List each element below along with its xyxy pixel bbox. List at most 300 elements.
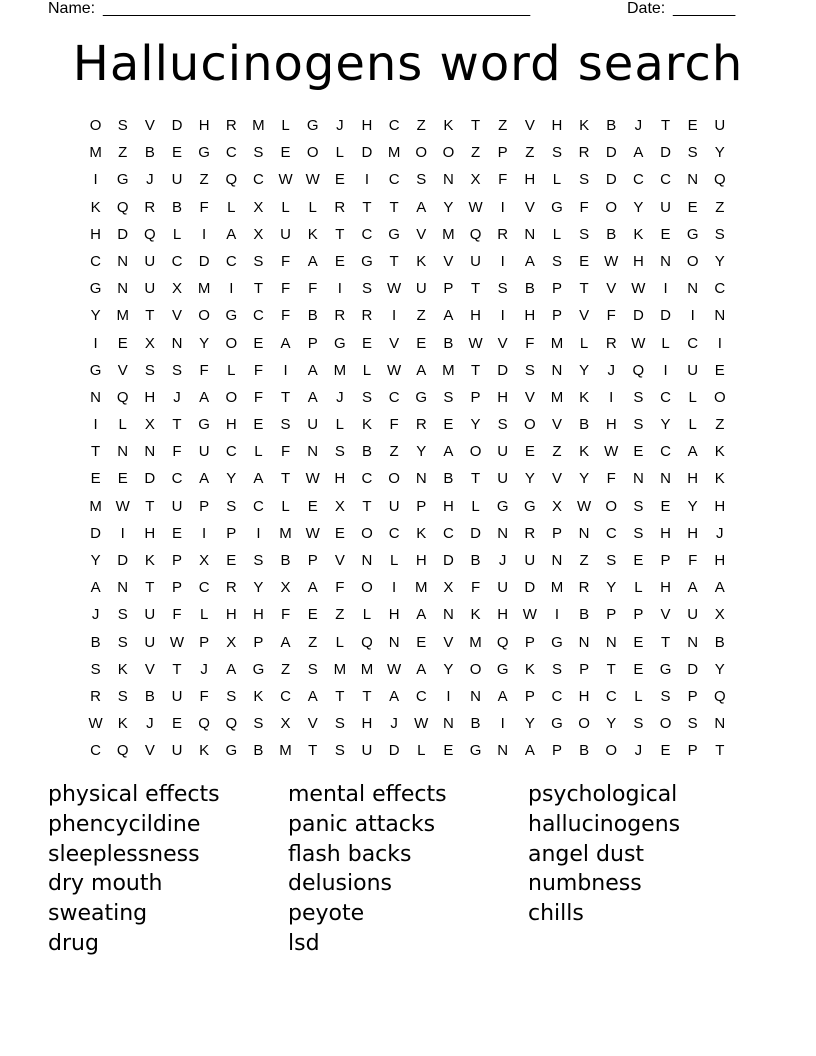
- grid-letter[interactable]: N: [117, 443, 129, 461]
- grid-letter[interactable]: Q: [116, 742, 129, 760]
- grid-letter[interactable]: N: [687, 280, 699, 298]
- grid-letter[interactable]: K: [90, 198, 101, 216]
- grid-letter[interactable]: I: [690, 307, 695, 325]
- grid-letter[interactable]: D: [198, 252, 210, 270]
- grid-letter[interactable]: R: [225, 579, 237, 597]
- grid-letter[interactable]: B: [606, 117, 617, 134]
- grid-letter[interactable]: S: [687, 144, 698, 162]
- grid-letter[interactable]: C: [388, 117, 400, 134]
- grid-letter[interactable]: C: [388, 524, 400, 542]
- grid-letter[interactable]: N: [714, 307, 726, 325]
- grid-letter[interactable]: A: [280, 334, 291, 352]
- grid-letter[interactable]: I: [663, 361, 668, 379]
- grid-letter[interactable]: I: [554, 606, 560, 624]
- grid-letter[interactable]: A: [253, 470, 264, 488]
- grid-letter[interactable]: Z: [335, 606, 345, 624]
- grid-letter[interactable]: D: [660, 144, 671, 162]
- grid-letter[interactable]: Z: [308, 633, 318, 651]
- grid-letter[interactable]: W: [278, 171, 293, 189]
- grid-letter[interactable]: U: [714, 117, 726, 134]
- grid-letter[interactable]: D: [171, 117, 183, 134]
- grid-letter[interactable]: X: [334, 497, 345, 515]
- grid-letter[interactable]: F: [253, 361, 263, 379]
- grid-letter[interactable]: F: [688, 552, 698, 569]
- grid-letter[interactable]: R: [225, 117, 237, 134]
- grid-letter[interactable]: R: [578, 144, 590, 162]
- grid-letter[interactable]: K: [470, 606, 481, 624]
- grid-letter[interactable]: O: [605, 742, 618, 760]
- grid-letter[interactable]: E: [171, 144, 182, 162]
- grid-letter[interactable]: H: [497, 606, 509, 624]
- grid-letter[interactable]: C: [632, 171, 644, 189]
- grid-letter[interactable]: E: [253, 416, 264, 434]
- grid-letter[interactable]: W: [631, 280, 646, 298]
- grid-letter[interactable]: T: [335, 225, 345, 243]
- grid-letter[interactable]: D: [605, 171, 617, 189]
- grid-letter[interactable]: S: [144, 361, 155, 379]
- grid-letter[interactable]: Y: [579, 470, 590, 488]
- grid-letter[interactable]: B: [144, 144, 155, 162]
- grid-letter[interactable]: A: [416, 606, 427, 624]
- grid-letter[interactable]: Z: [280, 660, 291, 678]
- grid-letter[interactable]: P: [551, 524, 562, 542]
- grid-letter[interactable]: M: [333, 660, 347, 678]
- grid-letter[interactable]: R: [415, 416, 427, 434]
- grid-letter[interactable]: A: [389, 687, 400, 705]
- grid-letter[interactable]: E: [660, 497, 671, 515]
- grid-letter[interactable]: Y: [443, 660, 454, 678]
- grid-letter[interactable]: F: [199, 361, 209, 379]
- grid-letter[interactable]: G: [334, 334, 346, 352]
- grid-letter[interactable]: U: [307, 416, 319, 434]
- grid-letter[interactable]: K: [117, 715, 128, 733]
- grid-letter[interactable]: V: [524, 198, 535, 216]
- grid-letter[interactable]: L: [281, 198, 290, 216]
- grid-letter[interactable]: C: [90, 742, 101, 760]
- grid-letter[interactable]: V: [551, 416, 562, 434]
- grid-letter[interactable]: S: [633, 715, 644, 733]
- grid-letter[interactable]: F: [335, 579, 345, 597]
- grid-letter[interactable]: C: [252, 171, 264, 189]
- grid-letter[interactable]: P: [443, 280, 454, 298]
- grid-letter[interactable]: D: [388, 742, 400, 760]
- grid-letter[interactable]: L: [579, 334, 589, 352]
- grid-letter[interactable]: O: [361, 524, 373, 542]
- grid-letter[interactable]: B: [579, 416, 590, 434]
- grid-letter[interactable]: Y: [90, 552, 101, 569]
- grid-letter[interactable]: Q: [144, 225, 156, 243]
- grid-letter[interactable]: Q: [225, 715, 238, 733]
- grid-letter[interactable]: S: [416, 171, 427, 189]
- grid-letter[interactable]: L: [227, 361, 236, 379]
- grid-letter[interactable]: Y: [687, 497, 698, 515]
- grid-letter[interactable]: T: [470, 470, 481, 488]
- grid-letter[interactable]: T: [660, 633, 671, 651]
- grid-letter[interactable]: G: [306, 117, 319, 134]
- grid-letter[interactable]: E: [416, 334, 427, 352]
- grid-letter[interactable]: L: [661, 334, 670, 352]
- grid-letter[interactable]: I: [120, 524, 125, 542]
- grid-letter[interactable]: A: [524, 252, 535, 270]
- grid-letter[interactable]: M: [550, 334, 564, 352]
- grid-letter[interactable]: Q: [116, 388, 129, 406]
- grid-letter[interactable]: S: [443, 388, 454, 406]
- grid-letter[interactable]: E: [660, 225, 671, 243]
- grid-letter[interactable]: S: [687, 715, 698, 733]
- grid-letter[interactable]: H: [524, 171, 536, 189]
- grid-letter[interactable]: R: [497, 225, 509, 243]
- grid-letter[interactable]: V: [524, 388, 535, 406]
- grid-letter[interactable]: B: [443, 470, 454, 488]
- grid-letter[interactable]: T: [280, 388, 291, 406]
- grid-letter[interactable]: C: [198, 579, 210, 597]
- grid-letter[interactable]: F: [199, 687, 209, 705]
- grid-letter[interactable]: F: [280, 252, 291, 270]
- grid-letter[interactable]: Y: [524, 470, 535, 488]
- grid-letter[interactable]: C: [252, 307, 264, 325]
- grid-letter[interactable]: F: [172, 443, 182, 461]
- grid-letter[interactable]: P: [524, 687, 535, 705]
- grid-letter[interactable]: E: [687, 198, 698, 216]
- grid-letter[interactable]: Y: [714, 144, 725, 162]
- grid-letter[interactable]: C: [660, 171, 671, 189]
- grid-letter[interactable]: L: [362, 606, 372, 624]
- grid-letter[interactable]: T: [660, 117, 671, 134]
- grid-letter[interactable]: W: [604, 252, 619, 270]
- grid-letter[interactable]: D: [497, 361, 509, 379]
- grid-letter[interactable]: O: [469, 660, 482, 678]
- grid-letter[interactable]: I: [392, 579, 397, 597]
- grid-letter[interactable]: V: [524, 117, 535, 134]
- grid-letter[interactable]: K: [524, 660, 535, 678]
- grid-letter[interactable]: R: [334, 307, 346, 325]
- grid-letter[interactable]: Y: [443, 198, 454, 216]
- grid-letter[interactable]: F: [199, 198, 209, 216]
- grid-letter[interactable]: G: [551, 633, 563, 651]
- grid-letter[interactable]: S: [253, 144, 264, 162]
- grid-letter[interactable]: V: [144, 660, 155, 678]
- grid-letter[interactable]: U: [144, 252, 156, 270]
- grid-letter[interactable]: A: [633, 144, 644, 162]
- grid-letter[interactable]: N: [442, 715, 454, 733]
- grid-letter[interactable]: C: [361, 225, 373, 243]
- grid-letter[interactable]: Z: [470, 144, 481, 162]
- grid-letter[interactable]: T: [172, 416, 182, 434]
- grid-letter[interactable]: K: [579, 443, 590, 461]
- grid-letter[interactable]: S: [361, 280, 372, 298]
- grid-letter[interactable]: I: [93, 171, 98, 189]
- grid-letter[interactable]: V: [416, 225, 427, 243]
- grid-letter[interactable]: N: [551, 361, 563, 379]
- grid-letter[interactable]: C: [388, 171, 400, 189]
- grid-letter[interactable]: I: [717, 334, 722, 352]
- grid-letter[interactable]: S: [633, 416, 644, 434]
- grid-letter[interactable]: G: [198, 416, 210, 434]
- grid-letter[interactable]: O: [523, 416, 536, 434]
- grid-letter[interactable]: T: [470, 280, 481, 298]
- grid-letter[interactable]: X: [551, 497, 562, 515]
- grid-letter[interactable]: C: [388, 388, 400, 406]
- grid-letter[interactable]: B: [470, 552, 481, 569]
- grid-letter[interactable]: E: [117, 470, 128, 488]
- grid-letter[interactable]: T: [172, 660, 182, 678]
- grid-letter[interactable]: W: [305, 171, 320, 189]
- grid-letter[interactable]: Q: [496, 633, 509, 651]
- grid-letter[interactable]: H: [470, 307, 481, 325]
- grid-letter[interactable]: A: [497, 687, 508, 705]
- grid-letter[interactable]: M: [442, 361, 455, 379]
- grid-letter[interactable]: U: [497, 443, 509, 461]
- grid-letter[interactable]: K: [416, 524, 427, 542]
- grid-letter[interactable]: B: [280, 552, 291, 569]
- grid-letter[interactable]: D: [660, 307, 671, 325]
- grid-letter[interactable]: M: [442, 225, 455, 243]
- grid-letter[interactable]: C: [687, 334, 699, 352]
- grid-letter[interactable]: T: [715, 742, 725, 760]
- grid-letter[interactable]: P: [524, 633, 535, 651]
- grid-letter[interactable]: V: [117, 361, 128, 379]
- grid-letter[interactable]: V: [334, 552, 345, 569]
- grid-letter[interactable]: H: [497, 388, 509, 406]
- grid-letter[interactable]: D: [90, 524, 101, 542]
- grid-letter[interactable]: G: [551, 715, 563, 733]
- grid-letter[interactable]: O: [605, 198, 618, 216]
- grid-letter[interactable]: I: [500, 715, 505, 733]
- grid-letter[interactable]: V: [579, 307, 590, 325]
- grid-letter[interactable]: B: [606, 225, 617, 243]
- grid-letter[interactable]: Y: [416, 443, 427, 461]
- grid-letter[interactable]: M: [197, 280, 211, 298]
- grid-letter[interactable]: C: [361, 470, 373, 488]
- grid-letter[interactable]: S: [226, 497, 237, 515]
- grid-letter[interactable]: S: [226, 687, 237, 705]
- grid-letter[interactable]: U: [144, 633, 156, 651]
- grid-letter[interactable]: V: [606, 280, 617, 298]
- grid-letter[interactable]: O: [605, 497, 618, 515]
- grid-letter[interactable]: Y: [714, 660, 725, 678]
- grid-letter[interactable]: G: [89, 361, 102, 379]
- grid-letter[interactable]: V: [144, 117, 155, 134]
- grid-letter[interactable]: M: [116, 307, 129, 325]
- grid-letter[interactable]: O: [89, 117, 102, 134]
- grid-letter[interactable]: A: [416, 361, 427, 379]
- grid-letter[interactable]: R: [144, 198, 156, 216]
- grid-letter[interactable]: E: [307, 497, 318, 515]
- grid-letter[interactable]: Z: [416, 307, 426, 325]
- grid-letter[interactable]: L: [281, 497, 290, 515]
- grid-letter[interactable]: I: [202, 524, 207, 542]
- grid-letter[interactable]: Q: [361, 633, 373, 651]
- grid-letter[interactable]: H: [144, 524, 156, 542]
- grid-letter[interactable]: M: [279, 742, 292, 760]
- grid-letter[interactable]: C: [415, 687, 427, 705]
- grid-letter[interactable]: C: [225, 443, 237, 461]
- grid-letter[interactable]: P: [171, 552, 182, 569]
- grid-letter[interactable]: S: [551, 144, 562, 162]
- grid-letter[interactable]: X: [199, 552, 210, 569]
- grid-letter[interactable]: D: [361, 144, 373, 162]
- grid-letter[interactable]: X: [144, 334, 155, 352]
- grid-letter[interactable]: B: [714, 633, 725, 651]
- grid-letter[interactable]: W: [387, 361, 402, 379]
- grid-letter[interactable]: V: [171, 307, 182, 325]
- grid-letter[interactable]: G: [496, 497, 509, 515]
- grid-letter[interactable]: A: [307, 252, 318, 270]
- grid-letter[interactable]: O: [469, 443, 482, 461]
- grid-letter[interactable]: P: [171, 579, 182, 597]
- grid-letter[interactable]: I: [446, 687, 451, 705]
- grid-letter[interactable]: W: [387, 660, 402, 678]
- grid-letter[interactable]: D: [117, 552, 129, 569]
- grid-letter[interactable]: T: [335, 687, 345, 705]
- grid-letter[interactable]: A: [199, 388, 210, 406]
- grid-letter[interactable]: O: [659, 715, 672, 733]
- grid-letter[interactable]: G: [496, 660, 509, 678]
- grid-letter[interactable]: J: [336, 388, 344, 406]
- grid-letter[interactable]: F: [498, 171, 508, 189]
- grid-letter[interactable]: Z: [525, 144, 535, 162]
- grid-letter[interactable]: Y: [660, 416, 671, 434]
- grid-letter[interactable]: E: [687, 117, 698, 134]
- grid-letter[interactable]: G: [198, 144, 210, 162]
- grid-letter[interactable]: W: [169, 633, 185, 651]
- grid-letter[interactable]: J: [146, 715, 154, 733]
- grid-letter[interactable]: C: [605, 687, 617, 705]
- grid-letter[interactable]: E: [524, 443, 535, 461]
- grid-letter[interactable]: N: [632, 470, 644, 488]
- grid-letter[interactable]: T: [145, 307, 155, 325]
- grid-letter[interactable]: K: [579, 117, 590, 134]
- grid-letter[interactable]: Q: [713, 171, 726, 189]
- grid-letter[interactable]: E: [579, 252, 590, 270]
- grid-letter[interactable]: P: [416, 497, 427, 515]
- grid-letter[interactable]: U: [524, 552, 536, 569]
- grid-letter[interactable]: T: [470, 117, 481, 134]
- grid-letter[interactable]: Y: [524, 715, 535, 733]
- grid-letter[interactable]: U: [470, 252, 481, 270]
- grid-letter[interactable]: J: [634, 742, 643, 760]
- grid-letter[interactable]: E: [226, 552, 237, 569]
- grid-letter[interactable]: G: [225, 307, 238, 325]
- grid-letter[interactable]: S: [334, 742, 345, 760]
- grid-letter[interactable]: J: [634, 117, 643, 134]
- grid-letter[interactable]: E: [660, 742, 671, 760]
- grid-letter[interactable]: H: [551, 117, 563, 134]
- grid-letter[interactable]: G: [469, 742, 482, 760]
- grid-letter[interactable]: T: [308, 742, 318, 760]
- grid-letter[interactable]: Q: [632, 361, 645, 379]
- grid-letter[interactable]: N: [687, 171, 699, 189]
- grid-letter[interactable]: S: [633, 497, 644, 515]
- grid-letter[interactable]: D: [144, 470, 156, 488]
- grid-letter[interactable]: A: [307, 388, 318, 406]
- grid-letter[interactable]: H: [361, 715, 373, 733]
- grid-letter[interactable]: P: [660, 552, 671, 569]
- grid-letter[interactable]: G: [361, 252, 373, 270]
- grid-letter[interactable]: T: [145, 579, 155, 597]
- grid-letter[interactable]: B: [524, 280, 535, 298]
- grid-letter[interactable]: F: [280, 606, 291, 624]
- grid-letter[interactable]: A: [307, 687, 318, 705]
- grid-letter[interactable]: I: [93, 416, 98, 434]
- grid-letter[interactable]: N: [687, 633, 699, 651]
- grid-letter[interactable]: N: [605, 633, 617, 651]
- grid-letter[interactable]: P: [551, 742, 562, 760]
- grid-letter[interactable]: S: [117, 606, 128, 624]
- grid-letter[interactable]: G: [686, 225, 699, 243]
- grid-letter[interactable]: C: [714, 280, 726, 298]
- grid-letter[interactable]: L: [362, 361, 372, 379]
- grid-letter[interactable]: I: [500, 252, 505, 270]
- grid-letter[interactable]: A: [90, 579, 101, 597]
- grid-letter[interactable]: O: [686, 252, 699, 270]
- grid-letter[interactable]: M: [333, 361, 347, 379]
- grid-letter[interactable]: H: [660, 579, 671, 597]
- grid-letter[interactable]: U: [171, 497, 183, 515]
- grid-letter[interactable]: T: [145, 497, 155, 515]
- grid-letter[interactable]: K: [714, 443, 725, 461]
- grid-letter[interactable]: I: [609, 388, 614, 406]
- grid-letter[interactable]: N: [497, 524, 509, 542]
- grid-letter[interactable]: B: [253, 742, 264, 760]
- grid-letter[interactable]: S: [90, 660, 101, 678]
- grid-letter[interactable]: P: [470, 388, 481, 406]
- grid-letter[interactable]: L: [335, 144, 344, 162]
- grid-letter[interactable]: V: [551, 470, 562, 488]
- grid-letter[interactable]: I: [229, 280, 234, 298]
- grid-letter[interactable]: V: [660, 606, 671, 624]
- grid-letter[interactable]: S: [551, 252, 562, 270]
- grid-letter[interactable]: V: [443, 633, 454, 651]
- grid-letter[interactable]: C: [252, 497, 264, 515]
- grid-letter[interactable]: B: [90, 633, 101, 651]
- grid-letter[interactable]: F: [280, 307, 291, 325]
- grid-letter[interactable]: M: [360, 660, 374, 678]
- grid-letter[interactable]: X: [253, 198, 264, 216]
- grid-letter[interactable]: N: [307, 443, 319, 461]
- grid-letter[interactable]: P: [199, 497, 210, 515]
- grid-letter[interactable]: A: [687, 443, 698, 461]
- grid-letter[interactable]: P: [606, 606, 617, 624]
- grid-letter[interactable]: O: [361, 579, 373, 597]
- grid-letter[interactable]: H: [361, 117, 373, 134]
- grid-letter[interactable]: F: [606, 470, 616, 488]
- grid-letter[interactable]: X: [443, 579, 454, 597]
- grid-letter[interactable]: F: [280, 280, 291, 298]
- grid-letter[interactable]: H: [415, 552, 427, 569]
- grid-letter[interactable]: L: [389, 552, 399, 569]
- grid-letter[interactable]: S: [633, 524, 644, 542]
- name-blank-line[interactable]: ________________________________________________: [103, 0, 531, 17]
- grid-letter[interactable]: G: [388, 225, 400, 243]
- grid-letter[interactable]: V: [307, 715, 318, 733]
- grid-letter[interactable]: V: [144, 742, 155, 760]
- grid-letter[interactable]: Q: [198, 715, 210, 733]
- grid-letter[interactable]: N: [578, 633, 590, 651]
- grid-letter[interactable]: N: [714, 715, 726, 733]
- grid-letter[interactable]: V: [389, 334, 400, 352]
- grid-letter[interactable]: E: [633, 552, 644, 569]
- grid-letter[interactable]: Z: [389, 443, 399, 461]
- grid-letter[interactable]: P: [687, 687, 698, 705]
- grid-letter[interactable]: H: [90, 225, 101, 243]
- grid-letter[interactable]: O: [415, 144, 428, 162]
- grid-letter[interactable]: Y: [633, 198, 644, 216]
- grid-letter[interactable]: E: [633, 633, 644, 651]
- grid-letter[interactable]: Q: [469, 225, 482, 243]
- grid-letter[interactable]: O: [225, 388, 238, 406]
- grid-letter[interactable]: L: [199, 606, 209, 624]
